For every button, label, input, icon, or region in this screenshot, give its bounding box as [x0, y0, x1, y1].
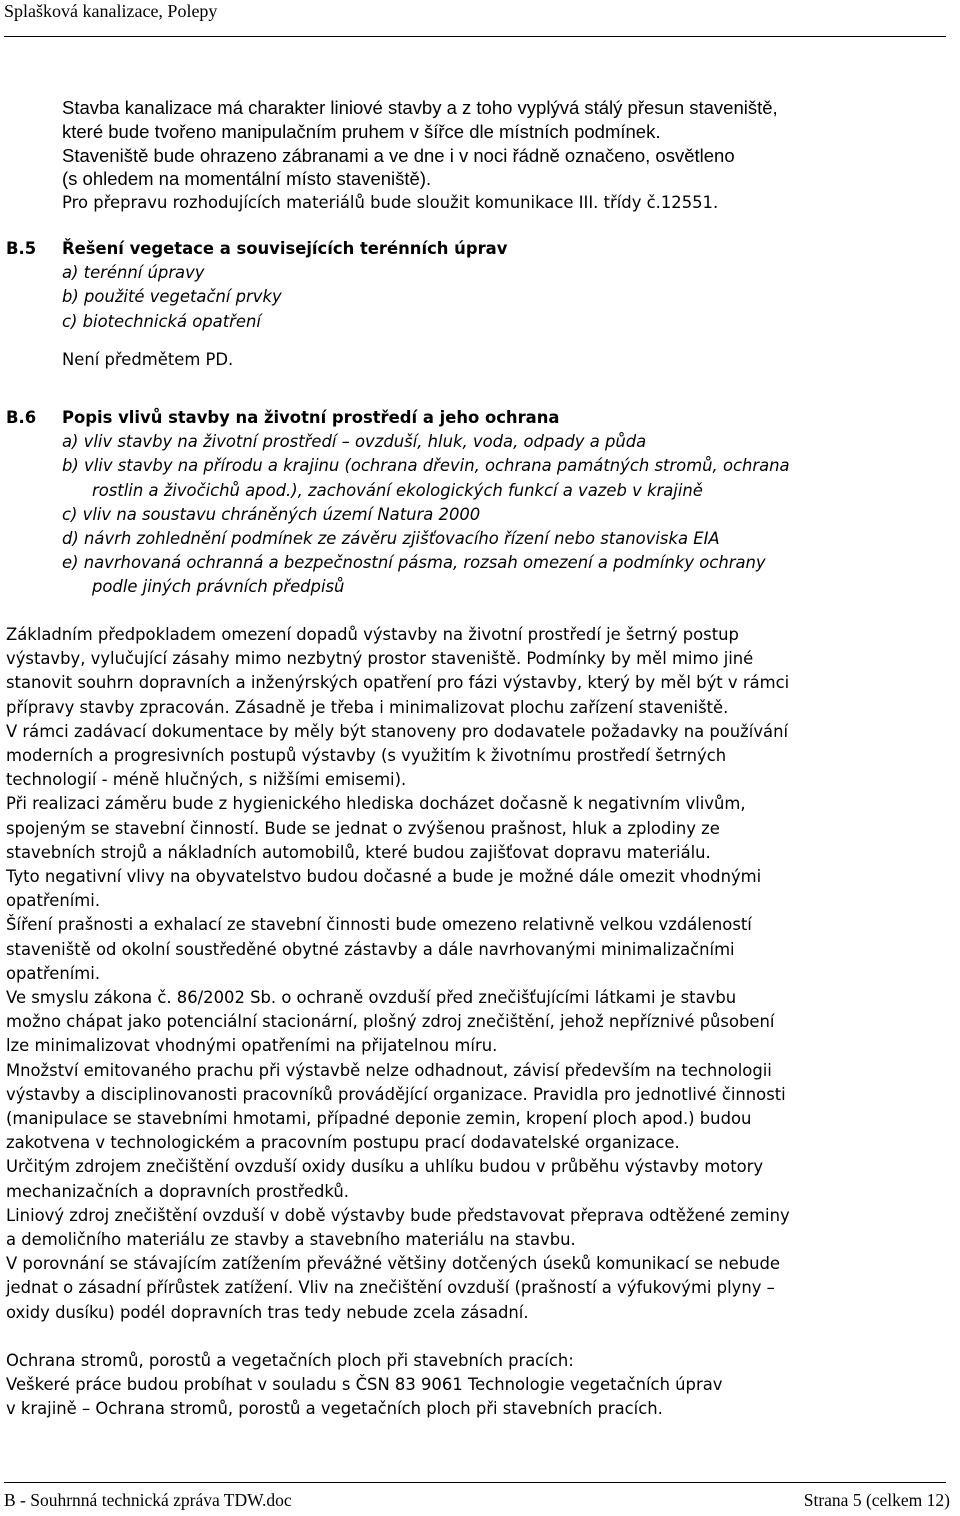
- body-line: opatřeními.: [6, 963, 101, 983]
- footer-document-name: B - Souhrnná technická zpráva TDW.doc: [4, 1490, 292, 1510]
- body-text: [6, 623, 956, 1422]
- header-title: Splašková kanalizace, Polepy: [4, 1, 218, 21]
- body-line: přípravy stavby zpracován. Zásadně je třeba i minimalizovat plochu zařízení staveniště.: [6, 697, 729, 717]
- section-item: b) použité vegetační prvky: [62, 287, 282, 307]
- body-line: spojeným se stavební činností. Bude se jednat o zvýšenou prašnost, hluk a zplodiny ze: [6, 818, 720, 838]
- closing-line: v krajině – Ochrana stromů, porostů a vegetačních ploch při stavebních pracích.: [6, 1399, 663, 1419]
- body-line: možno chápat jako potenciální stacionární, plošný zdroj znečištění, jehož nepříznivé působení: [6, 1012, 775, 1032]
- body-line: V porovnání se stávajícím zatížením převážné většiny dotčených úseků komunikací se nebude: [6, 1254, 781, 1274]
- body-line: zakotvena v technologickém a pracovním postupu prací dodavatelské organizace.: [6, 1133, 680, 1153]
- intro-line: Pro přepravu rozhodujících materiálů bude sloužit komunikace III. třídy č.12551.: [62, 193, 719, 213]
- paragraph-gap: [6, 1325, 956, 1349]
- body-line: jednat o zásadní přírůstek zatížení. Vliv na znečištění ovzduší (prašností a výfukovými plyny –: [6, 1278, 775, 1298]
- closing-line: Veškeré práce budou probíhat v souladu s ČSN 83 9061 Technologie vegetačních úprav: [6, 1375, 723, 1395]
- section-item: a) vliv stavby na životní prostředí – ovzduší, hluk, voda, odpady a půda: [62, 432, 647, 452]
- body-line: oxidy dusíku) podél dopravních tras tedy nebude zcela zásadní.: [6, 1302, 529, 1322]
- body-line: Ve smyslu zákona č. 86/2002 Sb. o ochraně ovzduší před znečišťujícími látkami je stavbu: [6, 988, 737, 1008]
- body-line: (manipulace se stavebními hmotami, případné deponie zemin, kropení ploch apod.) budou: [6, 1109, 752, 1129]
- body-line: moderních a progresivních postupů výstavby (s využitím k životnímu prostředí šetrných: [6, 746, 727, 766]
- body-line: Tyto negativní vlivy na obyvatelstvo budou dočasné a bude je možné dále omezit vhodnými: [6, 867, 762, 887]
- intro-line: (s ohledem na momentální místo staveniště).: [62, 168, 432, 190]
- intro-line: které bude tvořeno manipulačním pruhem v šířce dle místních podmínek.: [62, 120, 661, 142]
- body-line: výstavby a disciplinovanosti pracovníků provádějící organizace. Pravidla pro jednotlivé činnosti: [6, 1084, 786, 1104]
- page-header: [4, 0, 944, 40]
- footer-page-number: Strana 5 (celkem 12): [803, 1490, 950, 1510]
- body-line: opatřeními.: [6, 891, 101, 911]
- body-line: lze minimalizovat vhodnými opatřeními na přijatelnou míru.: [6, 1036, 498, 1056]
- body-line: Šíření prašnosti a exhalací ze stavební činnosti bude omezeno relativně velkou vzdáleností: [6, 915, 752, 935]
- section-heading: [6, 406, 950, 430]
- section-title: Řešení vegetace a souvisejících terénních úprav: [62, 239, 508, 258]
- intro-line: Staveniště bude ohrazeno zábranami a ve dne i v noci řádně označeno, osvětleno: [62, 144, 735, 166]
- body-line: mechanizačních a dopravních prostředků.: [6, 1181, 350, 1201]
- body-line: a demoličního materiálu ze stavby a stavebního materiálu na stavbu.: [6, 1230, 576, 1250]
- header-divider: [4, 36, 946, 37]
- body-line: Množství emitovaného prachu při výstavbě nelze odhadnout, závisí především na technologii: [6, 1060, 772, 1080]
- body-line: Určitým zdrojem znečištění ovzduší oxidy dusíku a uhlíku budou v průběhu výstavby motory: [6, 1157, 764, 1177]
- section-heading: [6, 237, 950, 261]
- intro-paragraph: [62, 96, 942, 215]
- section-b5: [6, 237, 950, 372]
- section-item: e) navrhovaná ochranná a bezpečnostní pásma, rozsah omezení a podmínky ochrany: [62, 553, 766, 573]
- body-line: staveniště od okolní soustředěné obytné zástavby a dále navrhovanými minimalizačními: [6, 939, 735, 959]
- section-item: c) vliv na soustavu chráněných území Natura 2000: [62, 504, 481, 524]
- section-item: c) biotechnická opatření: [62, 311, 261, 331]
- section-item: d) návrh zohlednění podmínek ze závěru zjišťovacího řízení nebo stanoviska EIA: [62, 529, 720, 549]
- body-line: technologií - méně hlučných, s nižšími emisemi).: [6, 770, 407, 790]
- body-line: V rámci zadávací dokumentace by měly být stanoveny pro dodavatele požadavky na používání: [6, 721, 789, 741]
- body-line: Při realizaci záměru bude z hygienického hlediska docházet dočasně k negativním vlivům,: [6, 794, 746, 814]
- section-number: B.5: [6, 239, 37, 258]
- section-title: Popis vlivů stavby na životní prostředí a jeho ochrana: [62, 408, 560, 427]
- body-line: stanovit souhrn dopravních a inženýrských opatření pro fázi výstavby, který by měl být v rámci: [6, 673, 790, 693]
- section-item: b) vliv stavby na přírodu a krajinu (ochrana dřevin, ochrana památných stromů, ochrana: [62, 456, 790, 476]
- section-b6: [6, 406, 950, 600]
- footer-divider: [4, 1482, 946, 1483]
- section-item: a) terénní úpravy: [62, 263, 205, 283]
- body-line: Základním předpokladem omezení dopadů výstavby na životní prostředí je šetrný postup: [6, 625, 739, 644]
- section-note: Není předmětem PD.: [62, 349, 234, 369]
- closing-line: Ochrana stromů, porostů a vegetačních ploch při stavebních pracích:: [6, 1350, 574, 1370]
- body-line: Liniový zdroj znečištění ovzduší v době výstavby bude představovat přeprava odtěžené zeminy: [6, 1205, 790, 1225]
- section-item-continuation: rostlin a živočichů apod.), zachování ekologických funkcí a vazeb v krajině: [92, 480, 703, 500]
- body-line: výstavby, vylučující zásahy mimo nezbytný prostor staveniště. Podmínky by měl mimo jiné: [6, 649, 754, 669]
- section-item-continuation: podle jiných právních předpisů: [92, 577, 345, 597]
- section-number: B.6: [6, 408, 37, 427]
- intro-line: Stavba kanalizace má charakter liniové stavby a z toho vyplývá stálý přesun staveniště,: [62, 97, 778, 118]
- body-line: stavebních strojů a nákladních automobilů, které budou zajišťovat dopravu materiálu.: [6, 842, 711, 862]
